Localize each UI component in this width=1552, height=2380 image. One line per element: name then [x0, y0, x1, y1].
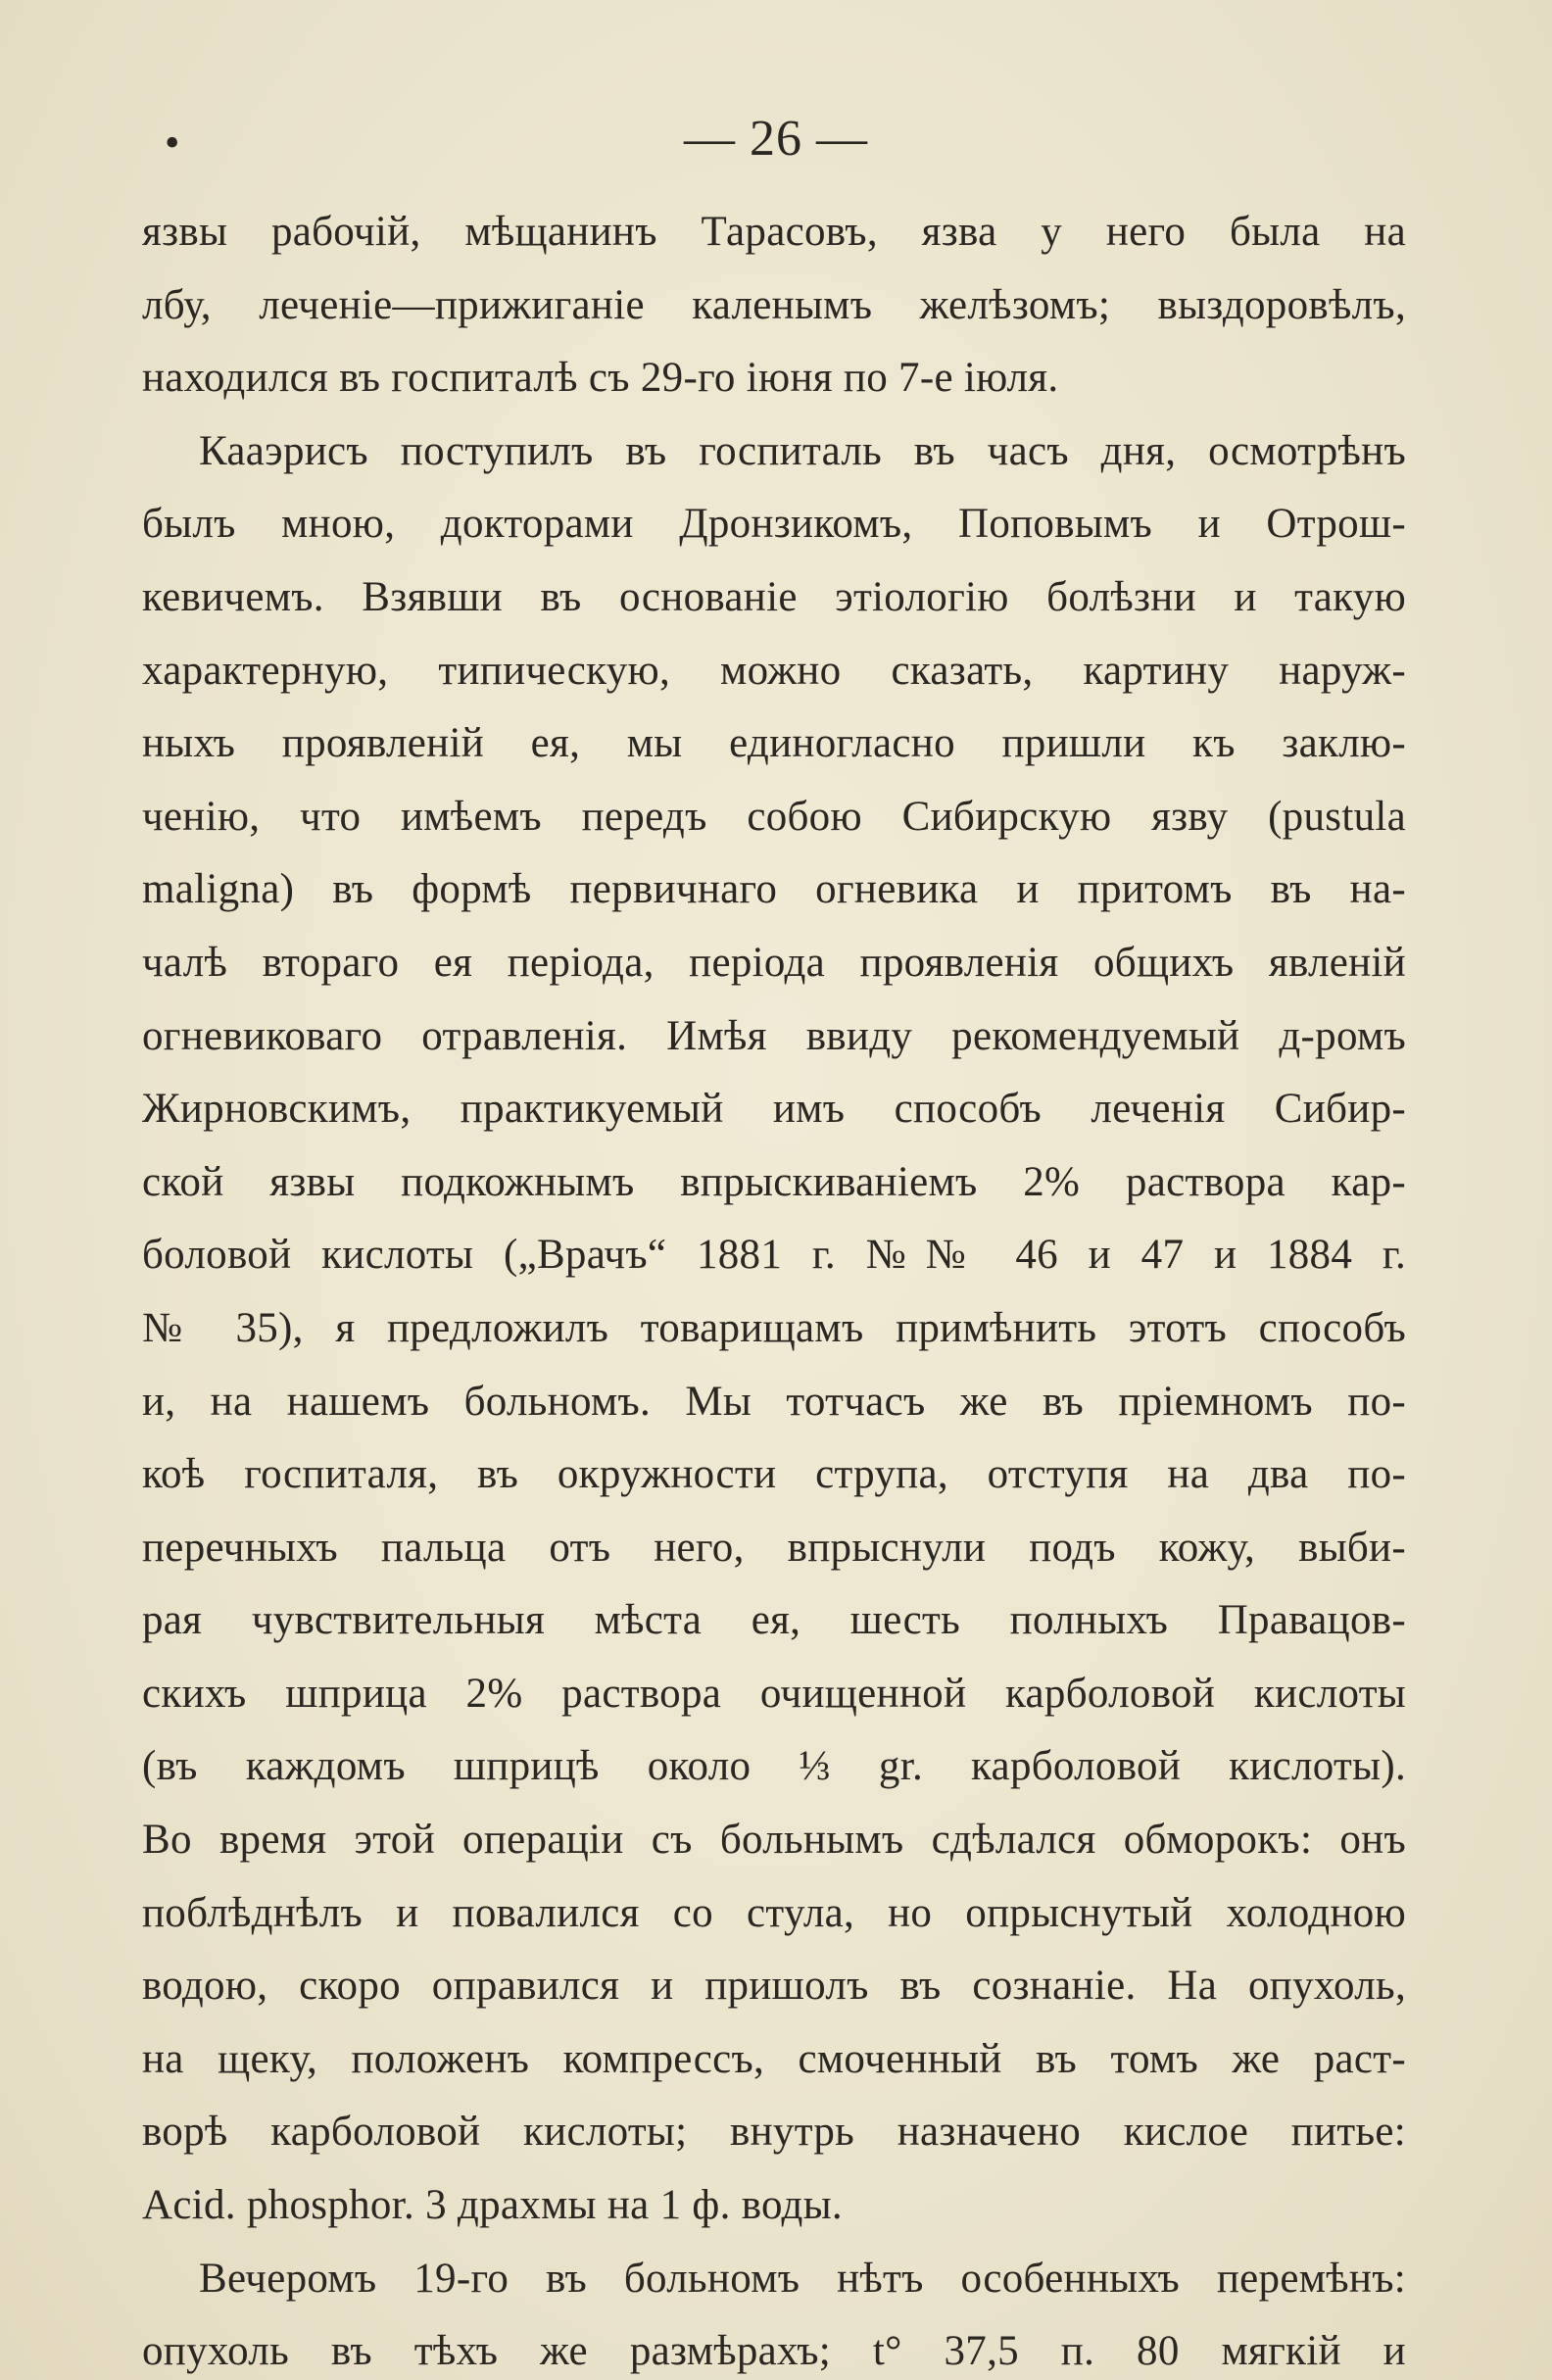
text-line: (въ каждомъ шприцѣ около ⅓ gr. карболовой кислоты).	[142, 1743, 1406, 1790]
text-line: maligna) въ формѣ первичнаго огневика и притомъ въ на-	[142, 866, 1406, 913]
text-line: рая чувствительныя мѣста ея, шесть полныхъ Правацов-	[142, 1597, 1406, 1644]
text-line: находился въ госпиталѣ съ 29-го іюня по 7-е іюля.	[142, 355, 1059, 402]
text-line: ченію, что имѣемъ передъ собою Сибирскую язву (pustula	[142, 793, 1406, 840]
body-text	[142, 196, 1406, 2380]
text-line: боловой кислоты („Врачъ“ 1881 г. №№ 46 и 47 и 1884 г.	[142, 1232, 1406, 1279]
margin-dot: •	[165, 119, 180, 167]
text-line: поблѣднѣлъ и повалился со стула, но опрыснутый холодною	[142, 1889, 1406, 1936]
text-line: Кааэрисъ поступилъ въ госпиталь въ часъ дня, осмотрѣнъ	[199, 427, 1406, 474]
text-line: Вечеромъ 19-го въ больномъ нѣтъ особенныхъ перемѣнъ:	[199, 2255, 1406, 2302]
text-line: язвы рабочій, мѣщанинъ Тарасовъ, язва у него была на	[142, 209, 1406, 255]
text-line: коѣ госпиталя, въ окружности струпа, отступя на два по-	[142, 1451, 1406, 1498]
text-line: на щеку, положенъ компрессъ, смоченный въ томъ же раст-	[142, 2035, 1406, 2082]
text-line: ныхъ проявленій ея, мы единогласно пришли къ заклю-	[142, 720, 1406, 767]
text-line: Во время этой операціи съ больнымъ сдѣлался обморокъ: онъ	[142, 1817, 1406, 1864]
text-line: № 35), я предложилъ товарищамъ примѣнить этотъ способъ	[142, 1304, 1406, 1351]
text-line: ской язвы подкожнымъ впрыскиваніемъ 2% раствора кар-	[142, 1158, 1406, 1205]
text-line: характерную, типическую, можно сказать, картину наруж-	[142, 647, 1406, 694]
text-line: кевичемъ. Взявши въ основаніе этіологію болѣзни и такую	[142, 573, 1406, 620]
text-line: перечныхъ пальца отъ него, впрыснули подъ кожу, выби-	[142, 1524, 1406, 1571]
text-line: опухоль въ тѣхъ же размѣрахъ; t° 37,5 п. 80 мягкій и	[142, 2328, 1406, 2375]
text-line: водою, скоро оправился и пришолъ въ сознаніе. На опухоль,	[142, 1963, 1406, 2010]
text-line: былъ мною, докторами Дронзикомъ, Поповымъ и Отрош-	[142, 501, 1406, 548]
page-number: — 26 —	[684, 111, 868, 167]
text-line: огневиковаго отравленія. Имѣя ввиду рекомендуемый д-ромъ	[142, 1012, 1406, 1059]
text-line: скихъ шприца 2% раствора очищенной карболовой кислоты	[142, 1670, 1406, 1717]
text-line: Acid. phosphor. 3 драхмы на 1 ф. воды.	[142, 2182, 843, 2229]
text-line: лбу, леченіе—прижиганіе каленымъ желѣзомъ; выздоровѣлъ,	[142, 281, 1406, 328]
text-line: ворѣ карболовой кислоты; внутрь назначено кислое питье:	[142, 2109, 1406, 2156]
text-line: чалѣ втораго ея періода, періода проявленія общихъ явленій	[142, 939, 1406, 986]
text-line: и, на нашемъ больномъ. Мы тотчасъ же въ пріемномъ по-	[142, 1378, 1406, 1425]
text-line: Жирновскимъ, практикуемый имъ способъ леченія Сибир-	[142, 1086, 1406, 1133]
